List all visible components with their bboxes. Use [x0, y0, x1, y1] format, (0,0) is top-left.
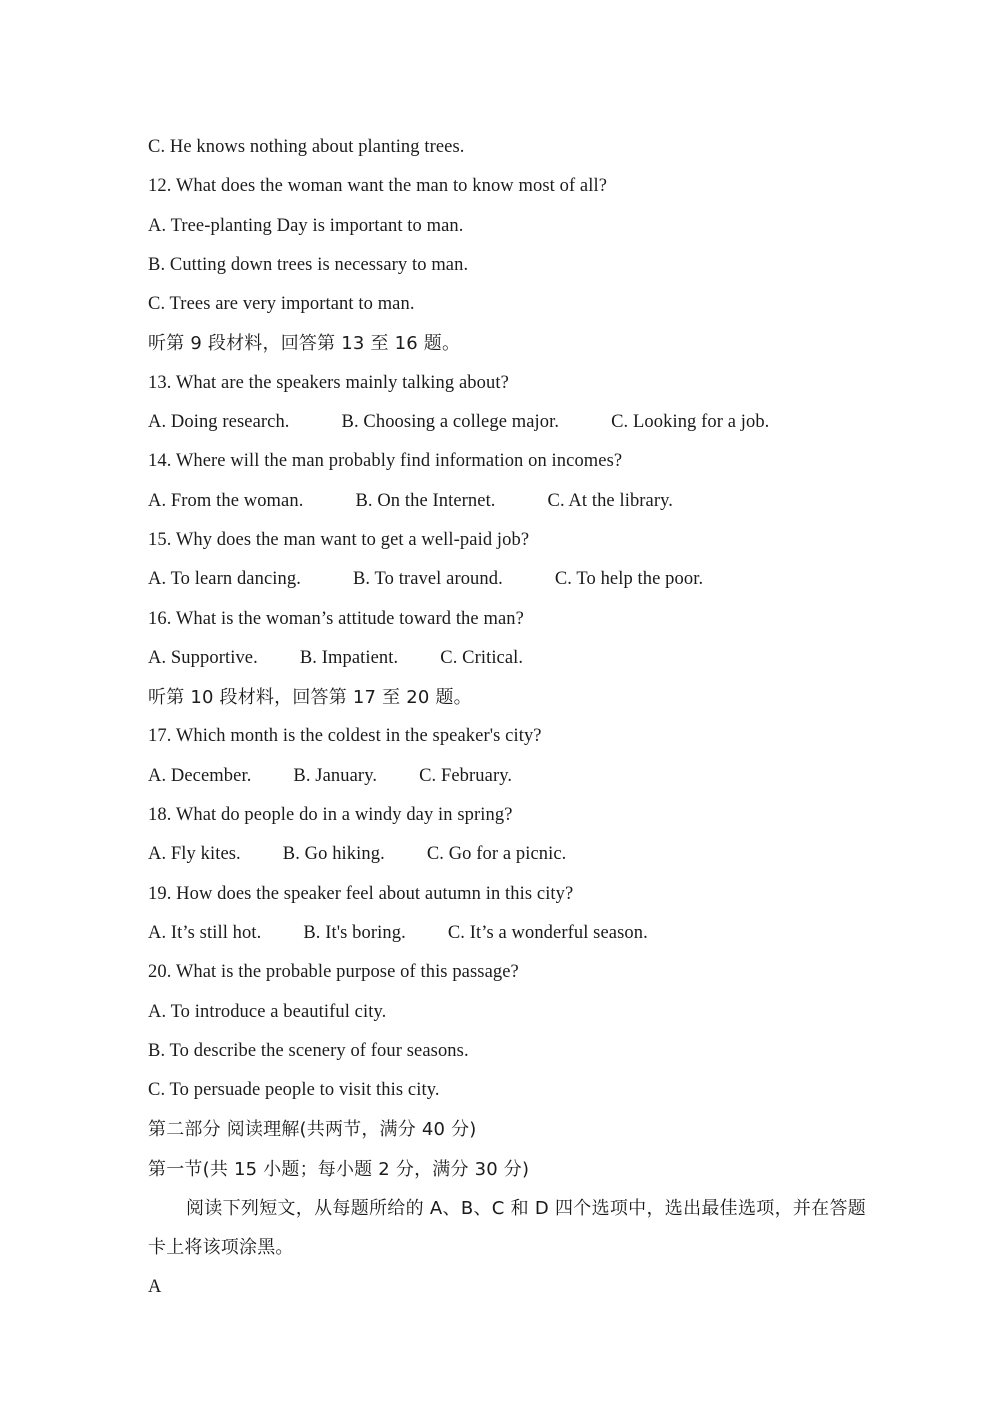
option-c: C. February.: [419, 765, 513, 786]
question-line-18: 18. What do people do in a windy day in spring?: [148, 805, 513, 826]
option-b: B. January.: [293, 765, 378, 786]
question-line-12: 12. What does the woman want the man to know most of all?: [148, 176, 608, 197]
option-line: C. He knows nothing about planting trees.: [148, 137, 465, 157]
option-a: A. Doing research.: [148, 412, 290, 433]
listening-section-heading-10: 听第 10 段材料，回答第 17 至 20 题。: [148, 687, 472, 709]
option-row-13: [148, 403, 868, 442]
reading-instruction-paragraph: 阅读下列短文，从每题所给的 A、B、C 和 D 四个选项中，选出最佳选项，并在答题卡上将该项涂黑。: [148, 1198, 866, 1259]
option-row-17: [148, 757, 868, 796]
option-line: A. To introduce a beautiful city.: [148, 1001, 387, 1022]
option-b: B. To travel around.: [352, 569, 503, 590]
question-line-16: 16. What is the woman’s attitude toward the man?: [148, 608, 524, 629]
section-one-heading: 第一节(共 15 小题；每小题 2 分，满分 30 分): [148, 1158, 530, 1180]
option-b: B. It's boring.: [303, 922, 406, 943]
option-line: C. Trees are very important to man.: [148, 294, 415, 315]
option-a: A. It’s still hot.: [148, 922, 262, 943]
option-row-15: [148, 560, 868, 599]
option-b: B. Go hiking.: [282, 844, 385, 865]
option-row-19: [148, 914, 868, 953]
option-c: C. To help the poor.: [554, 569, 704, 590]
option-a: A. From the woman.: [148, 490, 304, 511]
option-c: C. Go for a picnic.: [426, 844, 567, 865]
option-c: C. Looking for a job.: [611, 412, 770, 433]
option-row-14: [148, 482, 868, 521]
question-line-20: 20. What is the probable purpose of this passage?: [148, 962, 519, 983]
option-b: B. On the Internet.: [355, 490, 496, 511]
option-a: A. To learn dancing.: [148, 569, 301, 590]
option-a: A. Supportive.: [148, 647, 258, 668]
question-line-19: 19. How does the speaker feel about autumn in this city?: [148, 883, 574, 904]
document-body: [148, 128, 868, 1307]
option-line: A. Tree-planting Day is important to man.: [148, 215, 464, 236]
option-line: C. To persuade people to visit this city.: [148, 1080, 440, 1101]
option-a: A. December.: [148, 765, 252, 786]
question-line-13: 13. What are the speakers mainly talking about?: [148, 372, 509, 393]
option-line: B. Cutting down trees is necessary to man.: [148, 254, 469, 275]
option-b: B. Impatient.: [299, 647, 399, 668]
option-line: B. To describe the scenery of four seasons.: [148, 1040, 469, 1061]
question-line-15: 15. Why does the man want to get a well-paid job?: [148, 529, 530, 550]
question-line-14: 14. Where will the man probably find information on incomes?: [148, 451, 623, 472]
question-line-17: 17. Which month is the coldest in the speaker's city?: [148, 726, 542, 747]
option-c: C. It’s a wonderful season.: [447, 922, 648, 943]
option-c: C. At the library.: [547, 490, 674, 511]
part-two-heading: 第二部分 阅读理解(共两节，满分 40 分): [148, 1119, 477, 1141]
option-a: A. Fly kites.: [148, 844, 241, 865]
passage-marker-a: A: [148, 1276, 162, 1297]
option-c: C. Critical.: [440, 647, 524, 668]
option-row-16: [148, 639, 868, 678]
listening-section-heading-9: 听第 9 段材料，回答第 13 至 16 题。: [148, 333, 461, 355]
option-row-18: [148, 835, 868, 874]
option-b: B. Choosing a college major.: [341, 412, 560, 433]
